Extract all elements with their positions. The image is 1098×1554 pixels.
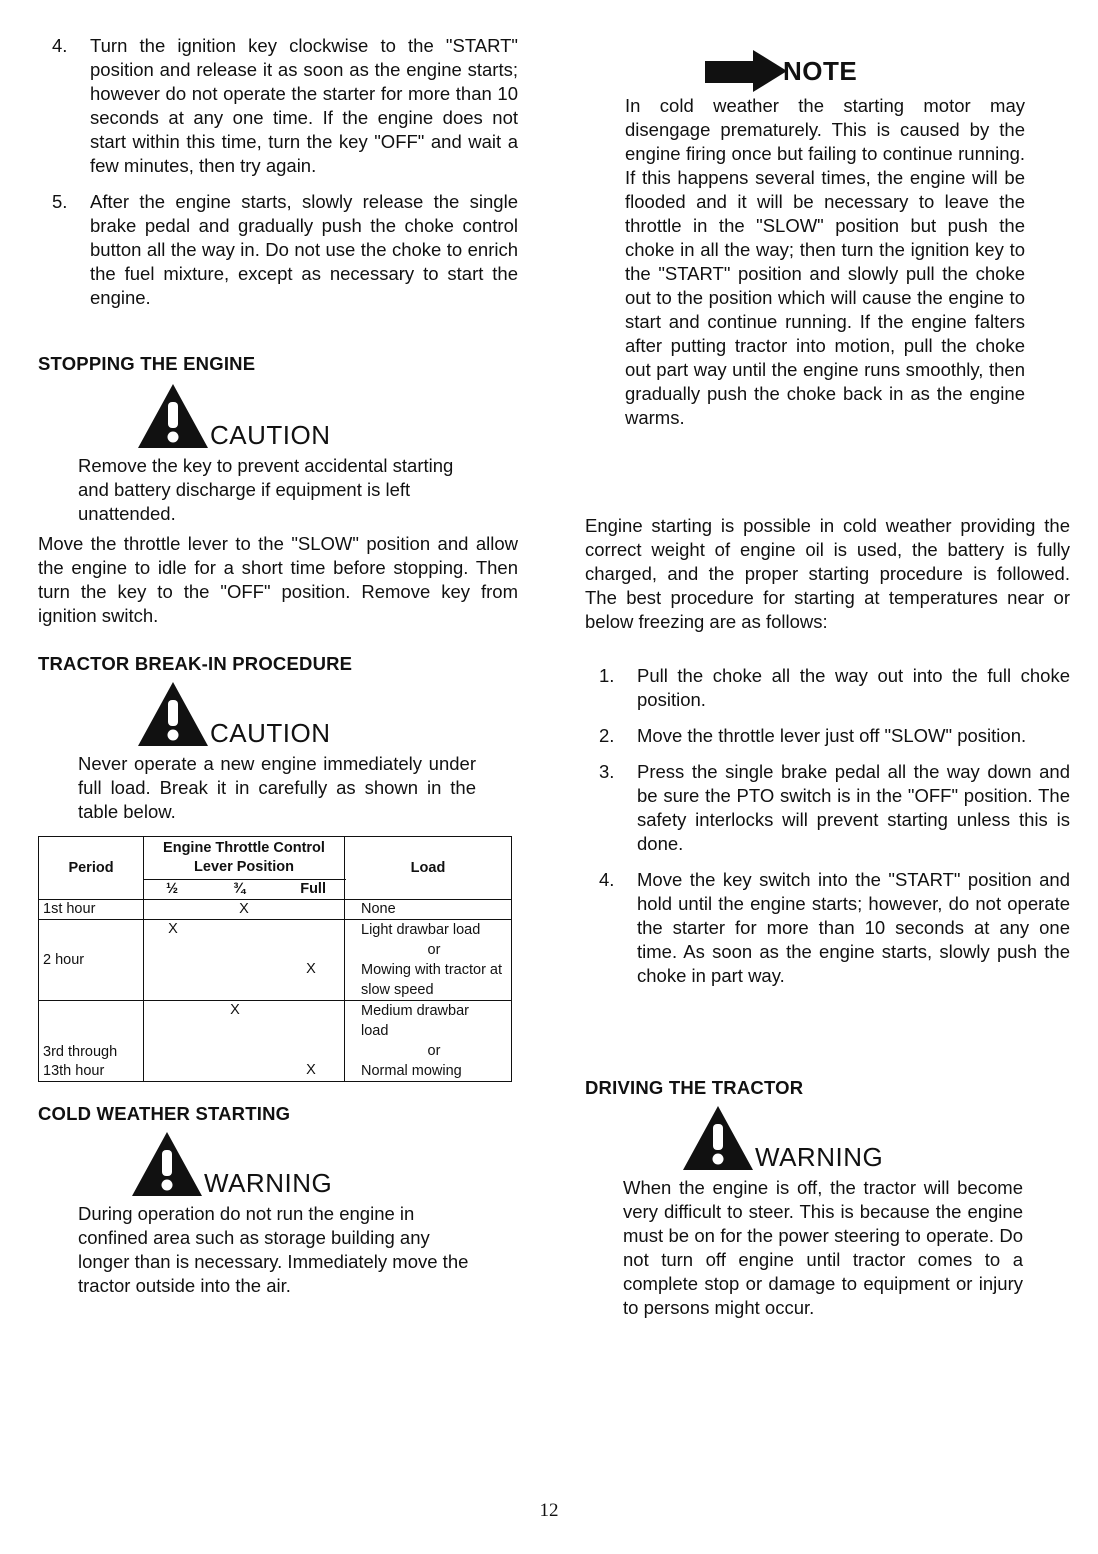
- table-header-throttle: Engine Throttle Control Lever Position: [144, 837, 345, 880]
- note-text: In cold weather the starting motor may disengage prematurely. This is caused by the engine firing once but failing to continue running. If this happens several times, the engine will be flooded and it will be necessary to leave the throttle in the "SLOW" position but push the choke in all the way; then turn the ignition key to the "START" position and slowly pull the choke out to the position which will cause the engine to start and continue running. If the engine falters after putting tractor into motion, pull the choke out part way until the engine runs smoothly, then gradually push the choke back in as the engine warms.: [625, 95, 1025, 428]
- subheader-half: ½: [166, 881, 179, 897]
- step-text: Move the key switch into the "START" position and hold until the engine starts; however, do not operate the starter for more than 10 seconds at any one time. As soon as the engine starts, slowly push the choke in part way.: [637, 869, 1070, 986]
- cold-step-4: [585, 868, 1070, 988]
- row-load: [345, 1001, 512, 1082]
- mark-three-quarter: X: [230, 1002, 240, 1018]
- driving-heading: DRIVING THE TRACTOR: [585, 1077, 804, 1098]
- step-text: After the engine starts, slowly release the single brake pedal and gradually push the choke control button all the way in. Do not use the choke to enrich the fuel mixture, except as necessary to start the engine.: [90, 191, 518, 308]
- table-header-period: Period: [39, 837, 144, 900]
- step-number: 3.: [599, 761, 615, 782]
- notice-word: NOTE: [783, 56, 858, 86]
- row-period: 3rd through 13th hour: [39, 1001, 144, 1082]
- notice-word: WARNING: [755, 1142, 884, 1172]
- load-option: Normal mowing: [361, 1063, 462, 1079]
- warning-triangle-icon: [136, 680, 210, 748]
- cold-step-2: [585, 724, 1070, 748]
- step-text: Pull the choke all the way out into the full choke position.: [637, 665, 1070, 710]
- notice-text: Remove the key to prevent accidental starting and battery discharge if equipment is left unattended.: [78, 455, 454, 524]
- stopping-heading: STOPPING THE ENGINE: [38, 353, 256, 374]
- right-column: [585, 50, 1070, 1320]
- notice-text: When the engine is off, the tractor will become very difficult to steer. This is because the engine must be on for the power steering to operate. Do not turn off engine until tractor comes to a complete stop or damage to equipment or injury to persons might occur.: [623, 1177, 1023, 1318]
- table-row: [39, 1001, 512, 1082]
- row-period: 1st hour: [39, 900, 144, 920]
- table-header-load: Load: [345, 837, 512, 900]
- notice-text: Never operate a new engine immediately under full load. Break it in carefully as shown in the table below.: [78, 753, 476, 822]
- warning-triangle-icon: [130, 1130, 204, 1198]
- subheader-three-quarter: ¾: [233, 881, 246, 897]
- notice-text: During operation do not run the engine in confined area such as storage building any longer than is necessary. Immediately move the tractor outside into the air.: [78, 1203, 469, 1296]
- caution-notice-stopping: [136, 382, 518, 450]
- load-option: Medium drawbar load: [361, 1003, 469, 1039]
- step-number: 4.: [599, 869, 615, 890]
- notice-word: WARNING: [204, 1168, 333, 1198]
- table-subheader: [144, 880, 345, 900]
- row-load: None: [345, 900, 512, 920]
- or-text: or: [427, 1043, 441, 1059]
- notice-word: CAUTION: [210, 718, 331, 748]
- or-text: or: [427, 942, 441, 958]
- stopping-body: Move the throttle lever to the "SLOW" position and allow the engine to idle for a short time before stopping. Then turn the key to the "OFF" position. Remove key from ignition switch.: [38, 533, 518, 626]
- step-number: 2.: [599, 725, 615, 746]
- mark-half: X: [168, 921, 178, 937]
- breakin-heading: TRACTOR BREAK-IN PROCEDURE: [38, 653, 353, 674]
- breakin-table: [38, 836, 512, 1082]
- warning-triangle-icon: [681, 1104, 755, 1172]
- page-number: 12: [539, 1500, 559, 1521]
- step-text: Press the single brake pedal all the way down and be sure the PTO switch is in the "OFF" position. The safety interlocks will prevent starting unless this is done.: [637, 761, 1070, 854]
- row-marks: [144, 1001, 345, 1082]
- notice-word: CAUTION: [210, 420, 331, 450]
- cold-step-1: [585, 664, 1070, 712]
- row-load: [345, 920, 512, 1001]
- warning-notice-cold: [130, 1130, 518, 1198]
- cold-weather-intro: Engine starting is possible in cold weather providing the correct weight of engine oil is used, the battery is fully charged, and the proper starting procedure is followed. The best procedure for starting at temperatures near or below freezing are as follows:: [585, 515, 1070, 632]
- mark-full: X: [306, 961, 316, 977]
- start-step-5: [38, 190, 518, 310]
- arrow-right-icon: [703, 50, 787, 92]
- left-column: [38, 34, 518, 1298]
- cold-weather-heading: COLD WEATHER STARTING: [38, 1103, 291, 1124]
- load-option: Light drawbar load: [361, 922, 481, 938]
- row-marks: [144, 920, 345, 1001]
- start-step-4: [38, 34, 518, 178]
- subheader-full: Full: [300, 881, 326, 897]
- caution-notice-breakin: [136, 680, 518, 748]
- table-row: [39, 920, 512, 1001]
- cold-step-3: [585, 760, 1070, 856]
- mark-full: X: [306, 1062, 316, 1078]
- note-notice: [703, 50, 1070, 92]
- step-text: Move the throttle lever just off "SLOW" position.: [637, 725, 1027, 746]
- warning-notice-driving: [681, 1104, 1070, 1172]
- table-row: [39, 900, 512, 920]
- row-period: 2 hour: [39, 920, 144, 1001]
- step-number: 4.: [52, 35, 68, 56]
- warning-triangle-icon: [136, 382, 210, 450]
- load-option: Mowing with tractor at slow speed: [361, 962, 503, 998]
- step-number: 1.: [599, 665, 615, 686]
- step-number: 5.: [52, 191, 68, 212]
- step-text: Turn the ignition key clockwise to the "START" position and release it as soon as the engine starts; however do not operate the starter for more than 10 seconds at any one time. If the engine does not start within this time, turn the key "OFF" and wait a few minutes, then try again.: [90, 35, 518, 176]
- row-mark: X: [144, 900, 345, 920]
